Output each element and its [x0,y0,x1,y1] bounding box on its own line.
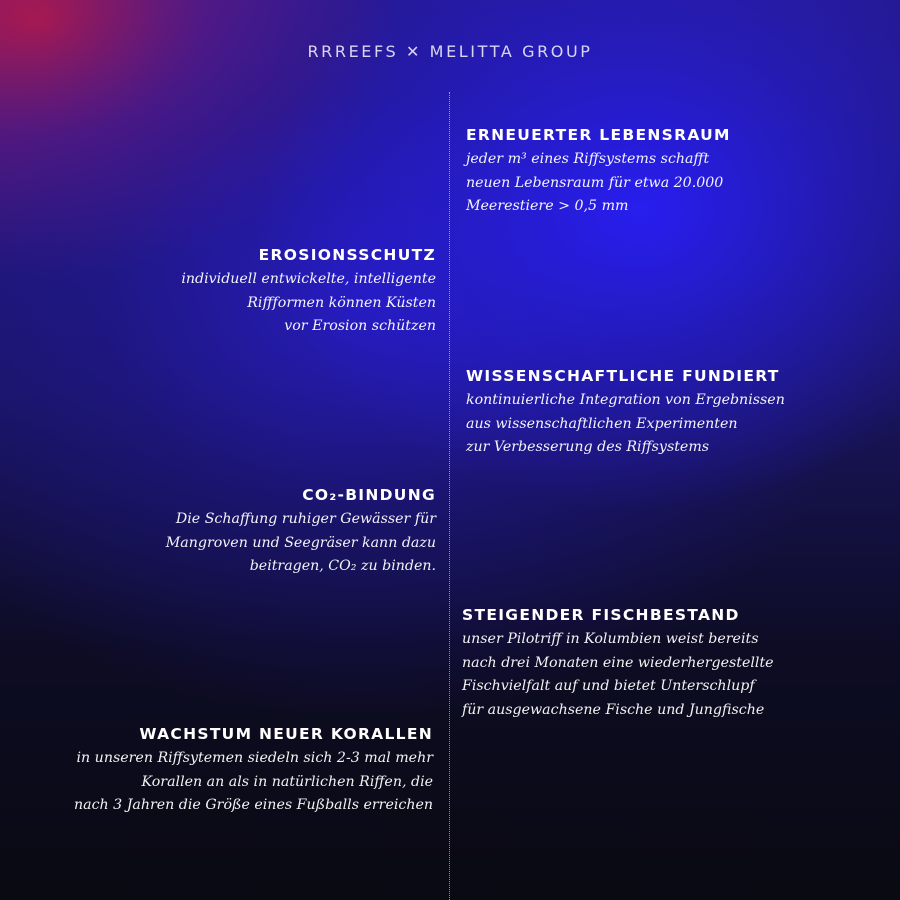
feature-title: CO₂-BINDUNG [302,486,436,504]
feature-text: in unseren Riffsytemen siedeln sich 2-3 mal mehr Korallen an als in natürlichen Riffen, die nach 3 Jahren die Größe eines Fußballs erreichen [73,750,433,813]
feature-text: unser Pilotriff in Kolumbien weist bereits nach drei Monaten eine wiederhergestellte Fischvielfalt auf und bietet Unterschlupf für ausgewachsene Fische und Jungfische [462,631,774,718]
feature-title: ERNEUERTER LEBENSRAUM [466,126,731,144]
feature-block-co2-bindung [166,485,436,579]
feature-block-erosionsschutz [181,245,436,339]
brand-header: RRREEFS ✕ MELITTA GROUP [307,42,593,61]
feature-block-wissenschaft [466,366,785,460]
feature-text: kontinuierliche Integration von Ergebnissen aus wissenschaftlichen Experimenten zur Verbesserung des Riffsystems [466,392,785,455]
feature-title: EROSIONSSCHUTZ [258,246,436,264]
feature-block-fischbestand [462,605,774,722]
feature-text: individuell entwickelte, intelligente Riffformen können Küsten vor Erosion schützen [181,271,436,334]
feature-title: STEIGENDER FISCHBESTAND [462,606,740,624]
feature-block-korallen [74,724,433,818]
feature-title: WACHSTUM NEUER KORALLEN [139,725,433,743]
center-divider [449,92,450,900]
feature-text: Die Schaffung ruhiger Gewässer für Mangroven und Seegräser kann dazu beitragen, CO₂ zu binden. [165,511,436,574]
feature-text: jeder m³ eines Riffsystems schafft neuen Lebensraum für etwa 20.000 Meerestiere > 0,5 mm [466,151,724,214]
feature-title: WISSENSCHAFTLICHE FUNDIERT [466,367,780,385]
feature-block-lebensraum [466,125,731,219]
